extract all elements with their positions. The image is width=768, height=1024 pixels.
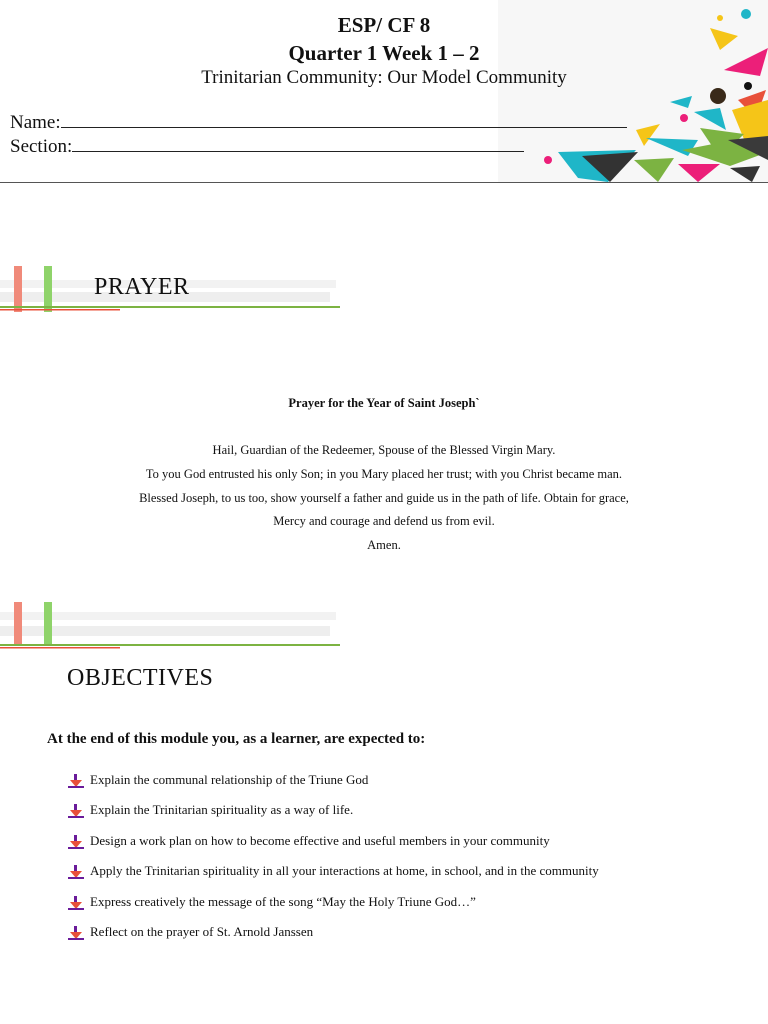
objectives-heading: OBJECTIVES <box>67 665 214 691</box>
prayer-line-3: Blessed Joseph, to us too, show yourself a father and guide us in the path of life. Obtain for grace, <box>139 491 629 505</box>
header-divider <box>0 182 768 183</box>
objectives-list <box>68 772 599 954</box>
arrow-down-bullet-icon <box>68 926 84 940</box>
list-item <box>68 772 599 802</box>
list-item <box>68 802 599 832</box>
prayer-heading: PRAYER <box>94 274 190 300</box>
objectives-banner <box>0 600 340 660</box>
objective-text: Express creatively the message of the song “May the Holy Triune God…” <box>90 893 476 909</box>
section-line[interactable] <box>72 134 524 152</box>
topic-title: Trinitarian Community: Our Model Community <box>201 67 567 88</box>
name-label: Name: <box>10 112 61 133</box>
list-item <box>68 833 599 863</box>
objective-text: Reflect on the prayer of St. Arnold Janssen <box>90 923 314 939</box>
prayer-title: Prayer for the Year of Saint Joseph` <box>288 396 480 410</box>
brush-stroke-banner-icon <box>0 600 340 660</box>
objective-text: Design a work plan on how to become effective and useful members in your community <box>90 832 550 848</box>
prayer-line-1: Hail, Guardian of the Redeemer, Spouse of the Blessed Virgin Mary. <box>212 443 556 457</box>
course-title: ESP/ CF 8 <box>337 13 431 37</box>
list-item <box>68 894 599 924</box>
objective-text: Apply the Trinitarian spirituality in all your interactions at home, in school, and in the community <box>90 863 599 879</box>
arrow-down-bullet-icon <box>68 896 84 910</box>
arrow-down-bullet-icon <box>68 774 84 788</box>
objectives-intro: At the end of this module you, as a learner, are expected to: <box>47 731 426 747</box>
list-item <box>68 924 599 954</box>
arrow-down-bullet-icon <box>68 865 84 879</box>
arrow-down-bullet-icon <box>68 835 84 849</box>
quarter-week: Quarter 1 Week 1 – 2 <box>288 41 480 65</box>
prayer-banner <box>0 262 340 322</box>
prayer-line-2: To you God entrusted his only Son; in you Mary placed her trust; with you Christ became man. <box>145 467 623 481</box>
objective-text: Explain the Trinitarian spirituality as a way of life. <box>90 802 354 818</box>
prayer-line-4: Mercy and courage and defend us from evil. <box>273 514 495 528</box>
section-label: Section: <box>10 136 73 157</box>
section-field[interactable] <box>10 134 524 159</box>
name-line[interactable] <box>61 110 627 128</box>
arrow-down-bullet-icon <box>68 804 84 818</box>
list-item <box>68 863 599 893</box>
objective-text: Explain the communal relationship of the Triune God <box>90 772 369 787</box>
name-field[interactable] <box>10 110 627 135</box>
prayer-line-amen: Amen. <box>367 538 401 552</box>
